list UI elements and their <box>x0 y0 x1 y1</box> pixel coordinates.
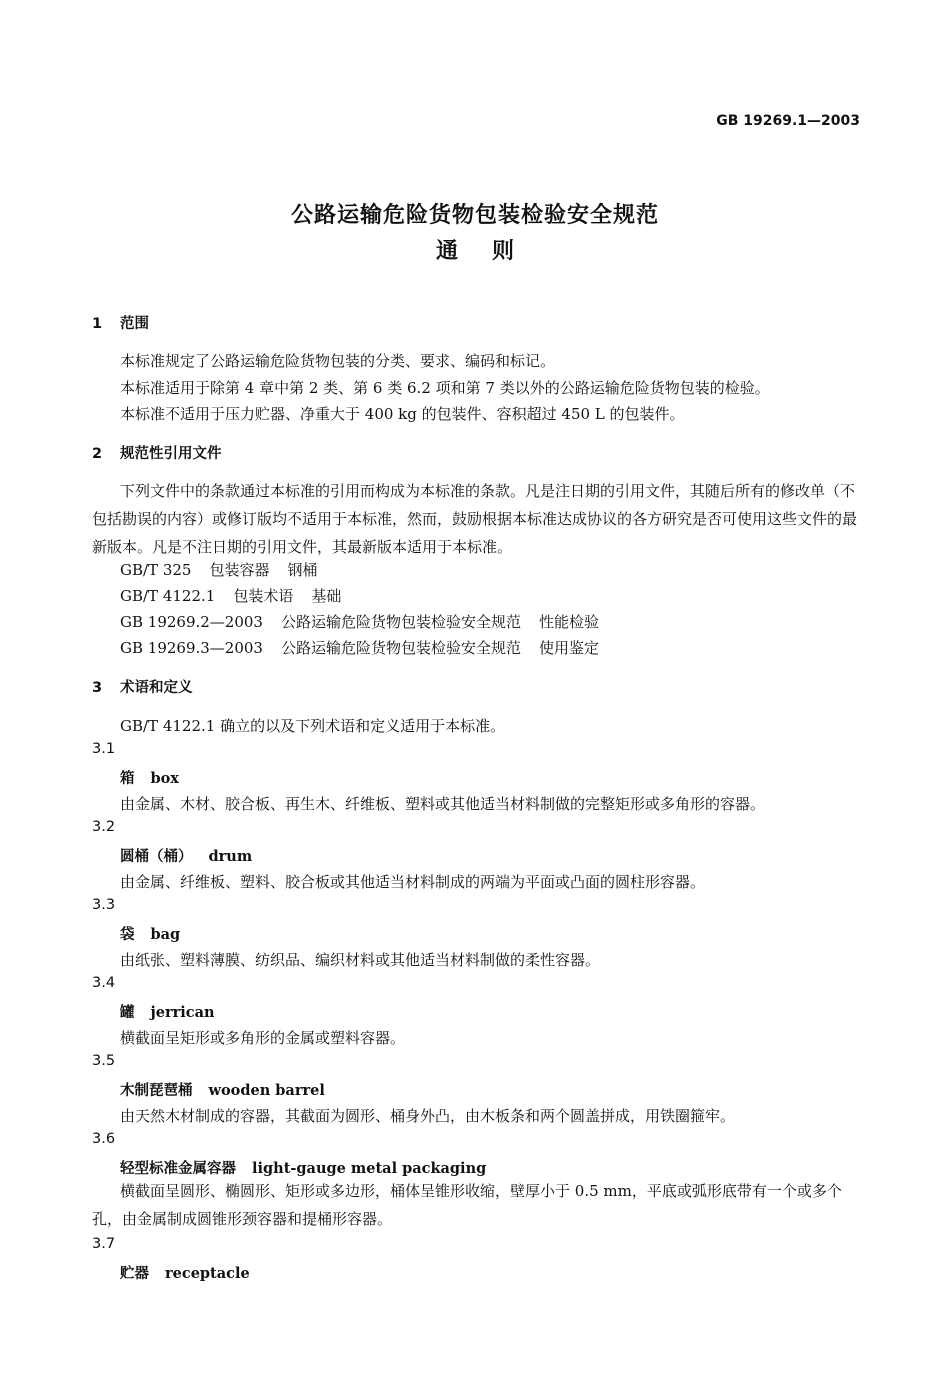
clause-number: 3.3 <box>92 897 116 913</box>
term <box>120 1001 215 1022</box>
clause-number: 3.5 <box>92 1053 116 1069</box>
term-en: receptacle <box>165 1265 250 1282</box>
definition: 由天然木材制成的容器，其截面为圆形、桶身外凸，由木板条和两个圆盖拼成，用铁圈箍牢。 <box>120 1107 736 1125</box>
reference-title: 公路运输危险货物包装检验安全规范 <box>280 613 521 631</box>
term-en: jerrican <box>150 1004 215 1021</box>
definition: 由金属、木材、胶合板、再生木、纤维板、塑料或其他适当材料制做的完整矩形或多角形的容器。 <box>120 795 766 813</box>
reference-title: 包装容器 <box>209 561 270 579</box>
term <box>120 1262 250 1283</box>
section-3-heading <box>92 676 193 697</box>
reference-part: 基础 <box>311 587 342 605</box>
reference-title: 公路运输危险货物包装检验安全规范 <box>280 639 521 657</box>
term-zh: 箱 <box>120 771 135 787</box>
term-en: box <box>150 770 179 787</box>
term-zh: 木制琵琶桶 <box>120 1083 193 1099</box>
clause-number: 3.4 <box>92 975 116 991</box>
clause-number: 3.6 <box>92 1131 116 1147</box>
section-number: 3 <box>92 680 103 696</box>
section-title: 范围 <box>120 316 149 332</box>
reference-code: GB 19269.3—2003 <box>120 639 263 657</box>
reference-item <box>120 585 341 606</box>
definition: 由金属、纤维板、塑料、胶合板或其他适当材料制成的两端为平面或凸面的圆柱形容器。 <box>120 873 706 891</box>
paragraph: 下列文件中的条款通过本标准的引用而构成为本标准的条款。凡是注日期的引用文件，其随后所有的修改单（不包括勘误的内容）或修订版均不适用于本标准，然而，鼓励根据本标准达成协议的各方研究是否可使用这些文件的最新版本。凡是不注日期的引用文件，其最新版本适用于本标准。 <box>92 482 858 556</box>
term <box>120 1157 486 1178</box>
section-number: 1 <box>92 316 103 332</box>
term-zh: 贮器 <box>120 1266 149 1282</box>
clause-number: 3.2 <box>92 819 116 835</box>
reference-item <box>120 559 318 580</box>
reference-code: GB/T 325 <box>120 561 192 579</box>
term-en: drum <box>208 848 253 865</box>
paragraph-line: 本标准适用于除第 4 章中第 2 类、第 6 类 6.2 项和第 7 类以外的公路运输危险货物包装的检验。 <box>120 379 770 397</box>
section-2-heading <box>92 442 222 463</box>
term-en: light-gauge metal packaging <box>252 1160 487 1177</box>
definition: 横截面呈矩形或多角形的金属或塑料容器。 <box>120 1029 406 1047</box>
reference-item <box>120 611 599 632</box>
reference-item <box>120 637 599 658</box>
section-1-heading <box>92 312 149 333</box>
term <box>120 845 252 866</box>
clause-number: 3.7 <box>92 1236 116 1252</box>
term-en: wooden barrel <box>208 1082 325 1099</box>
reference-part: 钢桶 <box>287 561 318 579</box>
term <box>120 923 180 944</box>
document-subtitle: 通则 <box>435 239 548 264</box>
term-zh: 罐 <box>120 1005 135 1021</box>
reference-title: 包装术语 <box>233 587 294 605</box>
section-title: 术语和定义 <box>120 680 193 696</box>
term-zh: 轻型标准金属容器 <box>120 1161 236 1177</box>
reference-code: GB 19269.2—2003 <box>120 613 263 631</box>
standard-code: GB 19269.1—2003 <box>716 113 860 129</box>
reference-code: GB/T 4122.1 <box>120 587 216 605</box>
term-zh: 袋 <box>120 927 135 943</box>
paragraph-line: GB/T 4122.1 确立的以及下列术语和定义适用于本标准。 <box>120 717 506 735</box>
definition: 横截面呈圆形、椭圆形、矩形或多边形，桶体呈锥形收缩，壁厚小于 0.5 mm，平底或弧形底带有一个或多个孔，由金属制成圆锥形颈容器和提桶形容器。 <box>92 1182 842 1228</box>
term-zh: 圆桶（桶） <box>120 849 193 865</box>
section-title: 规范性引用文件 <box>120 446 222 462</box>
term <box>120 1079 325 1100</box>
section-number: 2 <box>92 446 103 462</box>
term-en: bag <box>150 926 181 943</box>
paragraph-line: 本标准不适用于压力贮器、净重大于 400 kg 的包装件、容积超过 450 L 的包装件。 <box>120 405 685 423</box>
reference-part: 使用鉴定 <box>539 639 600 657</box>
clause-number: 3.1 <box>92 741 116 757</box>
definition: 由纸张、塑料薄膜、纺织品、编织材料或其他适当材料制做的柔性容器。 <box>120 951 601 969</box>
term <box>120 767 179 788</box>
reference-part: 性能检验 <box>539 613 600 631</box>
paragraph-line: 本标准规定了公路运输危险货物包装的分类、要求、编码和标记。 <box>120 352 556 370</box>
document-title: 公路运输危险货物包装检验安全规范 <box>290 203 659 228</box>
